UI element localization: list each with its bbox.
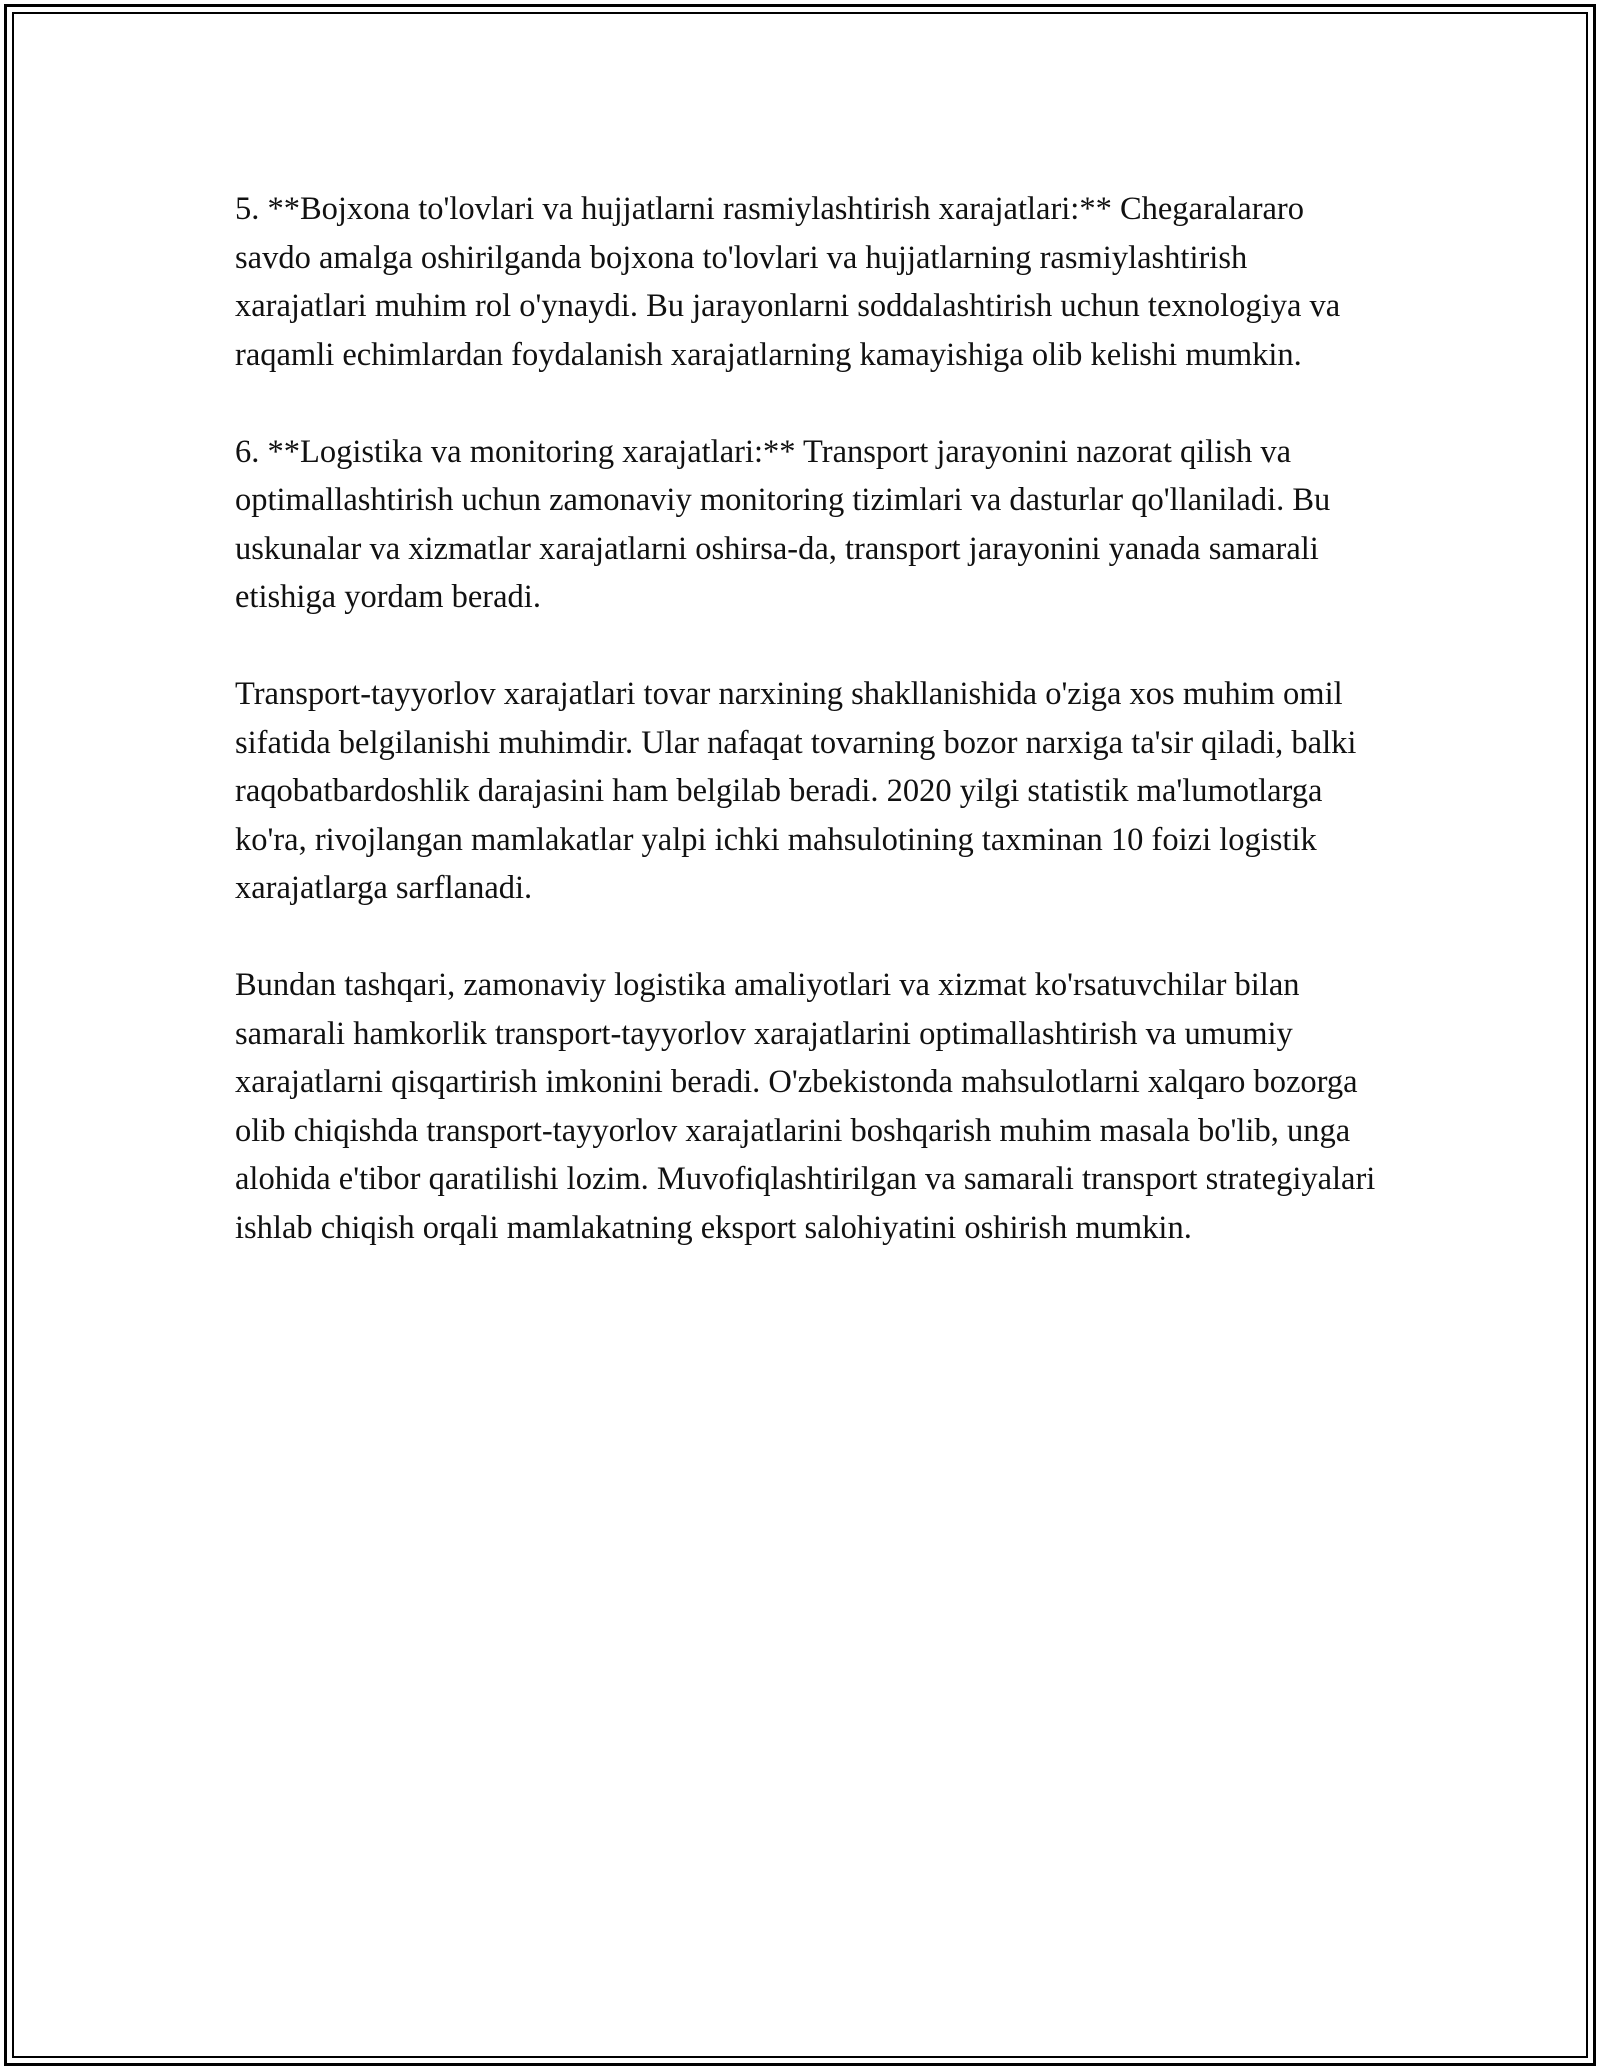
paragraph-logistics-monitoring: 6. **Logistika va monitoring xarajatlari:** Transport jarayonini nazorat qilish va optimallashtirish uchun zamonaviy monitoring tizimlari va dasturlar qo'llaniladi. Bu uskunalar va xizmatlar xarajatlarni oshirsa-da, transport jarayonini yanada samarali etishiga yordam beradi. bbox=[235, 433, 1331, 615]
paragraph-customs-costs: 5. **Bojxona to'lovlari va hujjatlarni rasmiylashtirish xarajatlari:** Chegaralararo savdo amalga oshirilganda bojxona to'lovlari va hujjatlarning rasmiylashtirish xarajatlari muhim rol o'ynaydi. Bu jarayonlarni soddalashtirish uchun texnologiya va raqamli echimlardan foydalanish xarajatlarning kamayishiga olib kelishi mumkin. bbox=[235, 191, 1341, 373]
paragraph-conclusion: Bundan tashqari, zamonaviy logistika amaliyotlari va xizmat ko'rsatuvchilar bilan samarali hamkorlik transport-tayyorlov xarajatlarini optimallashtirish va umumiy xarajatlarni qisqartirish imkonini beradi. O'zbekistonda mahsulotlarni xalqaro bozorga olib chiqishda transport-tayyorlov xarajatlarini boshqarish muhim masala bo'lib, unga alohida e'tibor qaratilishi lozim. Muvofiqlashtirilgan va samarali transport strategiyalari ishlab chiqish orqali mamlakatning eksport salohiyatini oshirish mumkin. bbox=[235, 967, 1376, 1246]
paragraph-transport-costs-pricing: Transport-tayyorlov xarajatlari tovar narxining shakllanishida o'ziga xos muhim omil sifatida belgilanishi muhimdir. Ular nafaqat tovarning bozor narxiga ta'sir qiladi, balki raqobatbardoshlik darajasini ham belgilab beradi. 2020 yilgi statistik ma'lumotlarga ko'ra, rivojlangan mamlakatlar yalpi ichki mahsulotining taxminan 10 foizi logistik xarajatlarga sarflanadi. bbox=[235, 676, 1357, 906]
document-body bbox=[235, 185, 1385, 1301]
